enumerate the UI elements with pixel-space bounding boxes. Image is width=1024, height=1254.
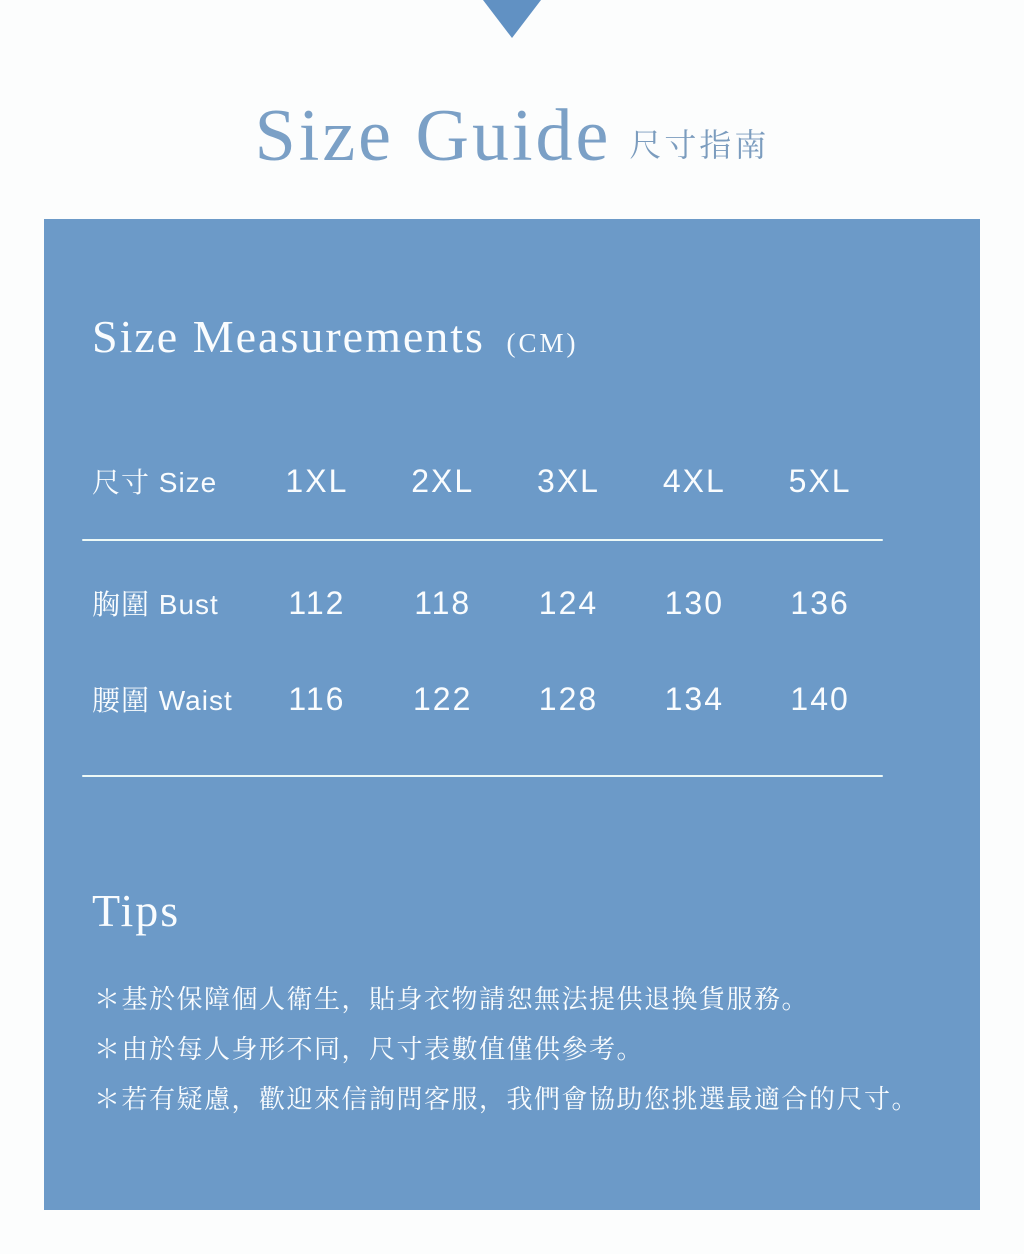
tip-item-hygiene: ＊基於保障個人衛生，貼身衣物請恕無法提供退換貨服務。: [94, 984, 810, 1014]
bust-value-3xl: 124: [538, 584, 599, 621]
table-divider-top: [82, 539, 883, 541]
bust-row: [82, 583, 883, 623]
size-col-4xl: 4XL: [662, 462, 726, 499]
section-title-unit: (CM): [506, 328, 579, 358]
bust-value-1xl: 112: [288, 584, 346, 621]
size-col-1xl: 1XL: [285, 462, 349, 499]
triangle-down-icon: [483, 0, 541, 38]
tips-title: Tips: [92, 885, 181, 936]
size-col-3xl: 3XL: [537, 462, 600, 499]
waist-value-3xl: 128: [538, 680, 599, 717]
section-title-text: Size Measurements: [92, 311, 485, 362]
waist-row-label: 腰圍 Waist: [92, 685, 233, 716]
size-header-label: 尺寸 Size: [92, 467, 218, 498]
size-table-header-row: [82, 461, 883, 501]
bust-row-label: 胸圍 Bust: [92, 589, 219, 620]
waist-value-4xl: 134: [664, 680, 724, 717]
page-title: [0, 95, 1024, 177]
page-title-zh: 尺寸指南: [629, 127, 770, 163]
bust-value-2xl: 118: [414, 584, 472, 621]
waist-value-2xl: 122: [413, 680, 473, 717]
tip-item-reference: ＊由於每人身形不同，尺寸表數值僅供參考。: [94, 1034, 645, 1064]
tip-item-contact: ＊若有疑慮，歡迎來信詢問客服，我們會協助您挑選最適合的尺寸。: [94, 1084, 920, 1114]
bust-value-4xl: 130: [664, 584, 724, 621]
tips-list: [94, 974, 980, 1124]
size-col-2xl: 2XL: [411, 462, 475, 499]
size-guide-panel: [44, 219, 980, 1210]
section-title: [92, 309, 980, 371]
page-title-en: Size Guide: [254, 95, 612, 177]
table-divider-bottom: [82, 775, 883, 777]
size-col-5xl: 5XL: [788, 462, 852, 499]
waist-value-1xl: 116: [288, 680, 346, 717]
size-table: [82, 461, 883, 777]
bust-value-5xl: 136: [790, 584, 850, 621]
waist-row: [82, 679, 883, 719]
waist-value-5xl: 140: [790, 680, 850, 717]
